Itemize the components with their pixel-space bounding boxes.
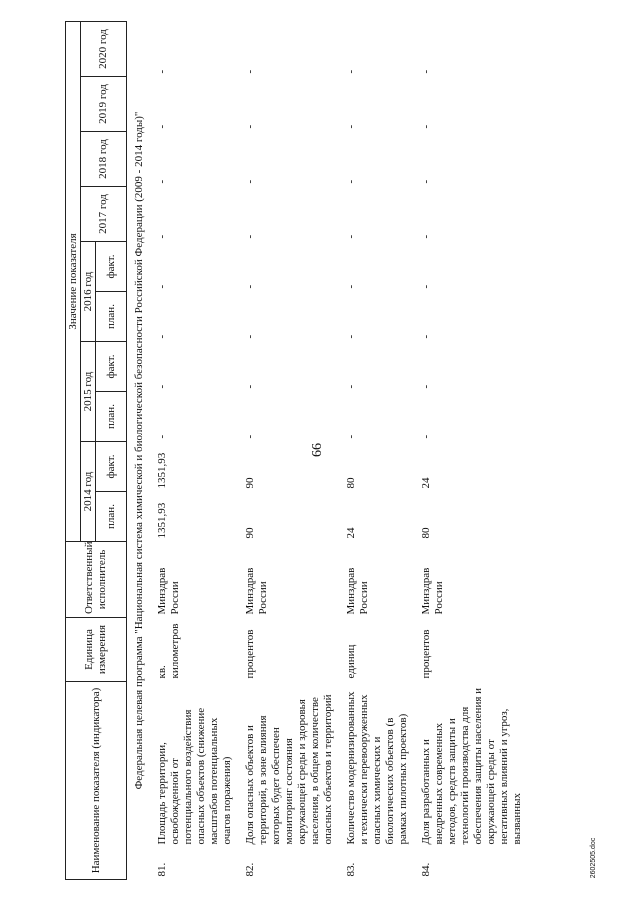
program-title: Федеральная целевая программа "Национальная система химической и биологической безопасности Российской Федерации (2009 - 2014 годы)" [133,111,145,790]
value-2018: - [345,179,357,184]
table-row [238,21,339,879]
value-2015-plan: - [345,434,357,439]
value-2016-plan: - [244,334,256,339]
header-name: Наименование показателя (индикатора) [66,682,127,880]
row-name: Площадь территории, освобожденной от потенциального воздействия опасных объектов (снижение масштабов потенциальных очагов поражения) [156,707,233,845]
row-responsible: Минздрав России [156,567,181,615]
value-2015-fact: - [244,384,256,389]
value-2015-plan: - [420,434,432,439]
row-number: 81. [156,862,168,877]
value-2019: - [244,124,256,129]
value-2017: - [244,234,256,239]
row-number: 84. [420,862,432,877]
row-number: 82. [244,862,256,877]
header-fact-2014: факт. [96,442,127,492]
rotated-table-container [65,22,580,880]
value-2017: - [156,234,168,239]
value-2014-fact: 80 [345,477,357,489]
value-2018: - [420,179,432,184]
value-2016-plan: - [345,334,357,339]
value-2015-fact: - [345,384,357,389]
header-year-2017: 2017 год [81,187,127,242]
value-2015-plan: - [244,434,256,439]
indicators-table [65,21,528,880]
value-2016-plan: - [156,334,168,339]
header-year-2019: 2019 год [81,77,127,132]
header-responsible: Ответственный исполнитель [66,542,127,618]
page-number: 66 [310,443,325,457]
header-fact-2015: факт. [96,342,127,392]
value-2017: - [345,234,357,239]
value-2018: - [244,179,256,184]
table-row [150,21,238,879]
header-plan-2015: план. [96,392,127,442]
row-responsible: Минздрав России [244,567,269,615]
value-2019: - [420,124,432,129]
row-unit: единиц [345,644,357,679]
row-responsible: Минздрав России [345,567,370,615]
value-2014-plan: 1351,93 [156,502,168,539]
header-unit: Единица измерения [66,618,127,682]
value-2018: - [156,179,168,184]
value-2015-plan: - [156,434,168,439]
table-row [414,21,528,879]
row-name: Доля разработанных и внедренных современных методов, средств защиты и технологий производства для обеспечения защиты населения и окружающей среды от негативных влияний и угроз, вызванных [420,687,523,845]
row-name: Количество модернизированных и технически перевооруженных опасных химических и биологических объектов (в рамках пилотных проектов) [345,691,409,845]
value-2016-plan: - [420,334,432,339]
value-2016-fact: - [420,284,432,289]
table-header [66,21,127,879]
header-value-group: Значение показателя [66,21,81,541]
value-2014-fact: 1351,93 [156,452,168,489]
value-2016-fact: - [156,284,168,289]
value-2017: - [420,234,432,239]
header-plan-2016: план. [96,292,127,342]
header-year-2018: 2018 год [81,132,127,187]
row-unit: кв. километров [156,623,181,679]
value-2015-fact: - [156,384,168,389]
value-2015-fact: - [420,384,432,389]
value-2014-fact: 90 [244,477,256,489]
header-year-2020: 2020 год [81,21,127,76]
value-2020: - [156,69,168,74]
row-unit: процентов [420,629,432,679]
value-2014-plan: 90 [244,527,256,539]
value-2016-fact: - [345,284,357,289]
header-plan-2014: план. [96,492,127,542]
value-2020: - [345,69,357,74]
header-fact-2016: факт. [96,242,127,292]
value-2019: - [156,124,168,129]
value-2019: - [345,124,357,129]
footer-doc-code: 2602505.doc [590,837,597,879]
row-unit: процентов [244,629,256,679]
table-row [339,21,414,879]
value-2020: - [244,69,256,74]
row-name: Доля опасных объектов и территорий, в зоне влияния которых будет обеспечен мониторинг состояния окружающей среды и здоровья населения, в общем количестве опасных объектов и территорий [244,694,334,845]
row-number: 83. [345,862,357,877]
header-year-2014: 2014 год [81,442,96,542]
header-year-2016: 2016 год [81,242,96,342]
header-year-2015: 2015 год [81,342,96,442]
row-responsible: Минздрав России [420,567,445,615]
value-2014-plan: 80 [420,527,432,539]
value-2014-plan: 24 [345,527,357,539]
value-2014-fact: 24 [420,477,432,489]
value-2016-fact: - [244,284,256,289]
value-2020: - [420,69,432,74]
